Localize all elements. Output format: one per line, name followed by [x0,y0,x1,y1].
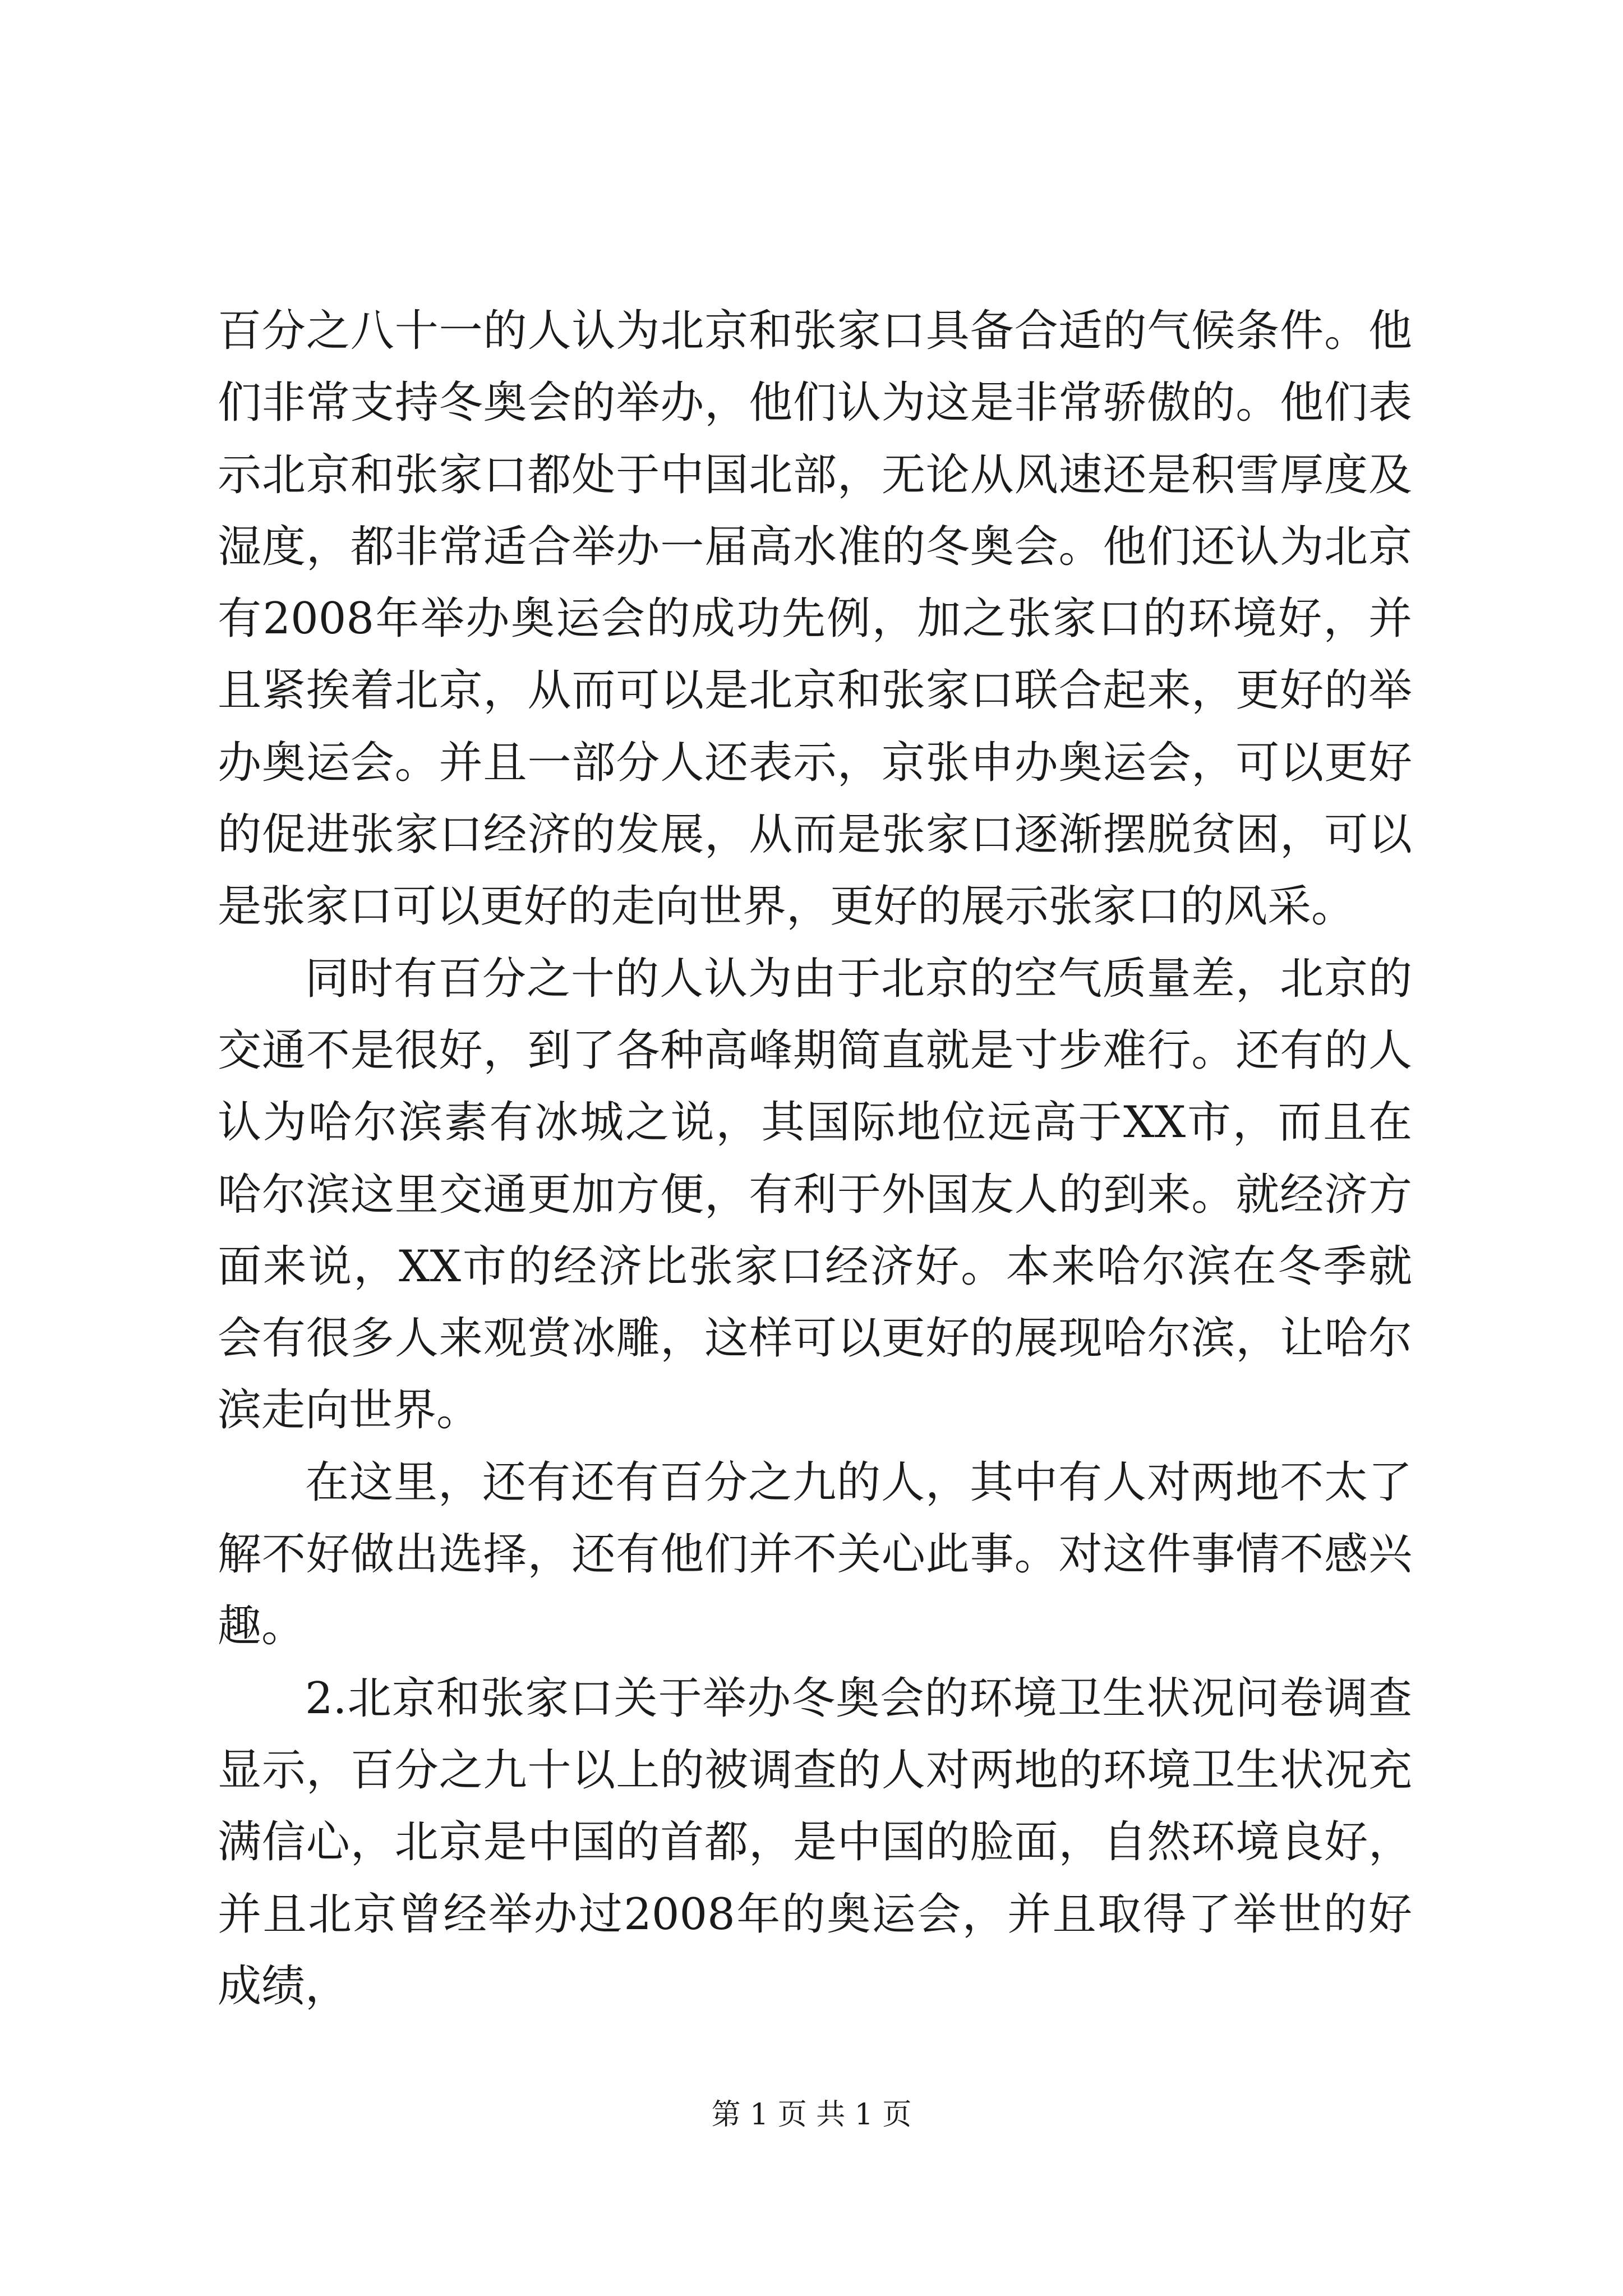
paragraph-2: 同时有百分之十的人认为由于北京的空气质量差，北京的交通不是很好，到了各种高峰期简直就是寸步难行。还有的人认为哈尔滨素有冰城之说，其国际地位远高于XX市，而且在哈尔滨这里交通更加方便，有利于外国友人的到来。就经济方面来说，XX市的经济比张家口经济好。本来哈尔滨在冬季就会有很多人来观赏冰雕，这样可以更好的展现哈尔滨，让哈尔滨走向世界。 [218,953,1412,1436]
paragraph-1: 百分之八十一的人认为北京和张家口具备合适的气候条件。他们非常支持冬奥会的举办，他们认为这是非常骄傲的。他们表示北京和张家口都处于中国北部，无论从风速还是积雪厚度及湿度，都非常适合举办一届高水准的冬奥会。他们还认为北京有2008年举办奥运会的成功先例，加之张家口的环境好，并且紧挨着北京，从而可以是北京和张家口联合起来，更好的举办奥运会。并且一部分人还表示，京张申办奥运会，可以更好的促进张家口经济的发展，从而是张家口逐渐摆脱贫困，可以是张家口可以更好的走向世界，更好的展示张家口的风采。 [218,306,1412,932]
page-footer: 第 1 页 共 1 页 [711,2098,912,2132]
paragraph-3: 在这里，还有还有百分之九的人，其中有人对两地不太了解不好做出选择，还有他们并不关心此事。对这件事情不感兴趣。 [218,1457,1412,1652]
document-body [218,295,1412,2022]
paragraph-4: 2.北京和张家口关于举办冬奥会的环境卫生状况问卷调查显示，百分之九十以上的被调查的人对两地的环境卫生状况充满信心，北京是中国的首都，是中国的脸面，自然环境良好，并且北京曾经举办过2008年的奥运会，并且取得了举世的好成绩， [218,1673,1412,2012]
